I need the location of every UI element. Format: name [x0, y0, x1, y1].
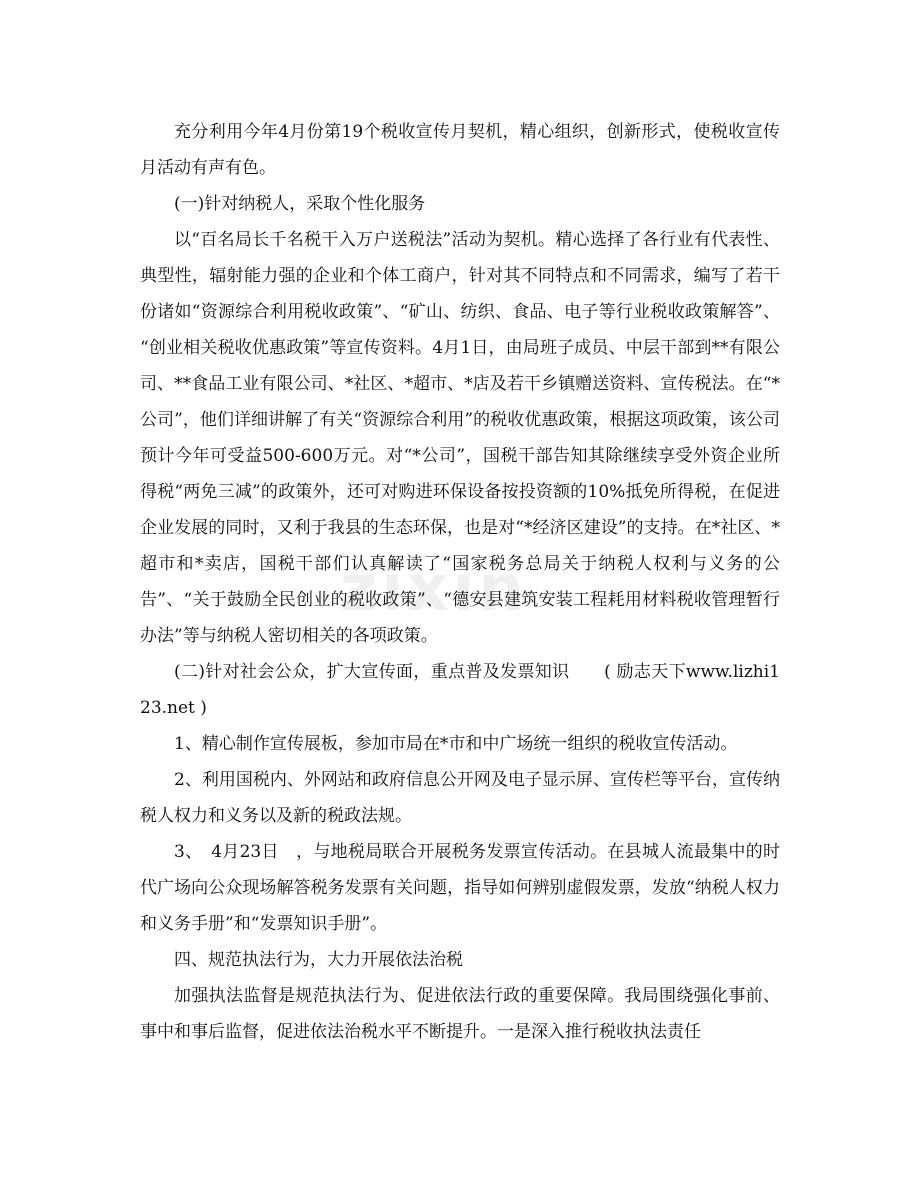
paragraph: 以“百名局长千名税干入万户送税法”活动为契机。精心选择了各行业有代表性、典型性，辐射能力强的企业和个体工商户，针对其不同特点和不同需求，编写了若干份诸如“资源综合利用税收政策”、“矿山、纺织、食品、电子等行业税收政策解答”、 “创业相关税收优惠政策”等宣传资料。4月1日，由局班子成员、中层干部到**有限公司、**食品工业有限公司、*社区、*超市、*店及若干乡镇赠送资料、宣传税法。在“*公司”，他们详细讲解了有关“资源综合利用”的税收优惠政策，根据这项政策，该公司预计今年可受益500-600万元。对“*公司”，国税干部告知其除继续享受外资企业所得税“两免三减”的政策外，还可对购进环保设备按投资额的10%抵免所得税，在促进企业发展的同时，又利于我县的生态环保，也是对“*经济区建设”的支持。在*社区、*超市和*卖店，国税干部们认真解读了“国家税务总局关于纳税人权利与义务的公告”、“关于鼓励全民创业的税收政策”、“德安县建筑安装工程耗用材料税收管理暂行办法”等与纳税人密切相关的各项政策。 — [140, 230, 780, 646]
list-item: 3、 4月23日 ，与地税局联合开展税务发票宣传活动。在县城人流最集中的时代广场向公众现场解答税务发票有关问题，指导如何辨别虚假发票，发放“纳税人权力和义务手册”和“发票知识手册”。 — [140, 842, 780, 934]
list-item: 2、利用国税内、外网站和政府信息公开网及电子显示屏、宣传栏等平台，宣传纳税人权力和义务以及新的税政法规。 — [140, 770, 780, 826]
section-heading: 四、规范执法行为，大力开展依法治税 — [174, 950, 463, 970]
section-heading: (一)针对纳税人，采取个性化服务 — [174, 194, 426, 214]
list-item: 1、精心制作宣传展板，参加市局在*市和中广场统一组织的税收宣传活动。 — [174, 734, 738, 754]
document-body — [140, 114, 780, 1050]
paragraph: 加强执法监督是规范执法行为、促进依法行政的重要保障。我局围绕强化事前、事中和事后监督，促进依法治税水平不断提升。一是深入推行税收执法责任 — [140, 986, 780, 1042]
section-heading: (二)针对社会公众，扩大宣传面，重点普及发票知识 ( 励志天下www.lizhi123.net ) — [140, 662, 780, 718]
paragraph: 充分利用今年4月份第19个税收宣传月契机，精心组织，创新形式，使税收宣传月活动有声有色。 — [140, 122, 780, 178]
watermark: zixin — [340, 552, 528, 626]
